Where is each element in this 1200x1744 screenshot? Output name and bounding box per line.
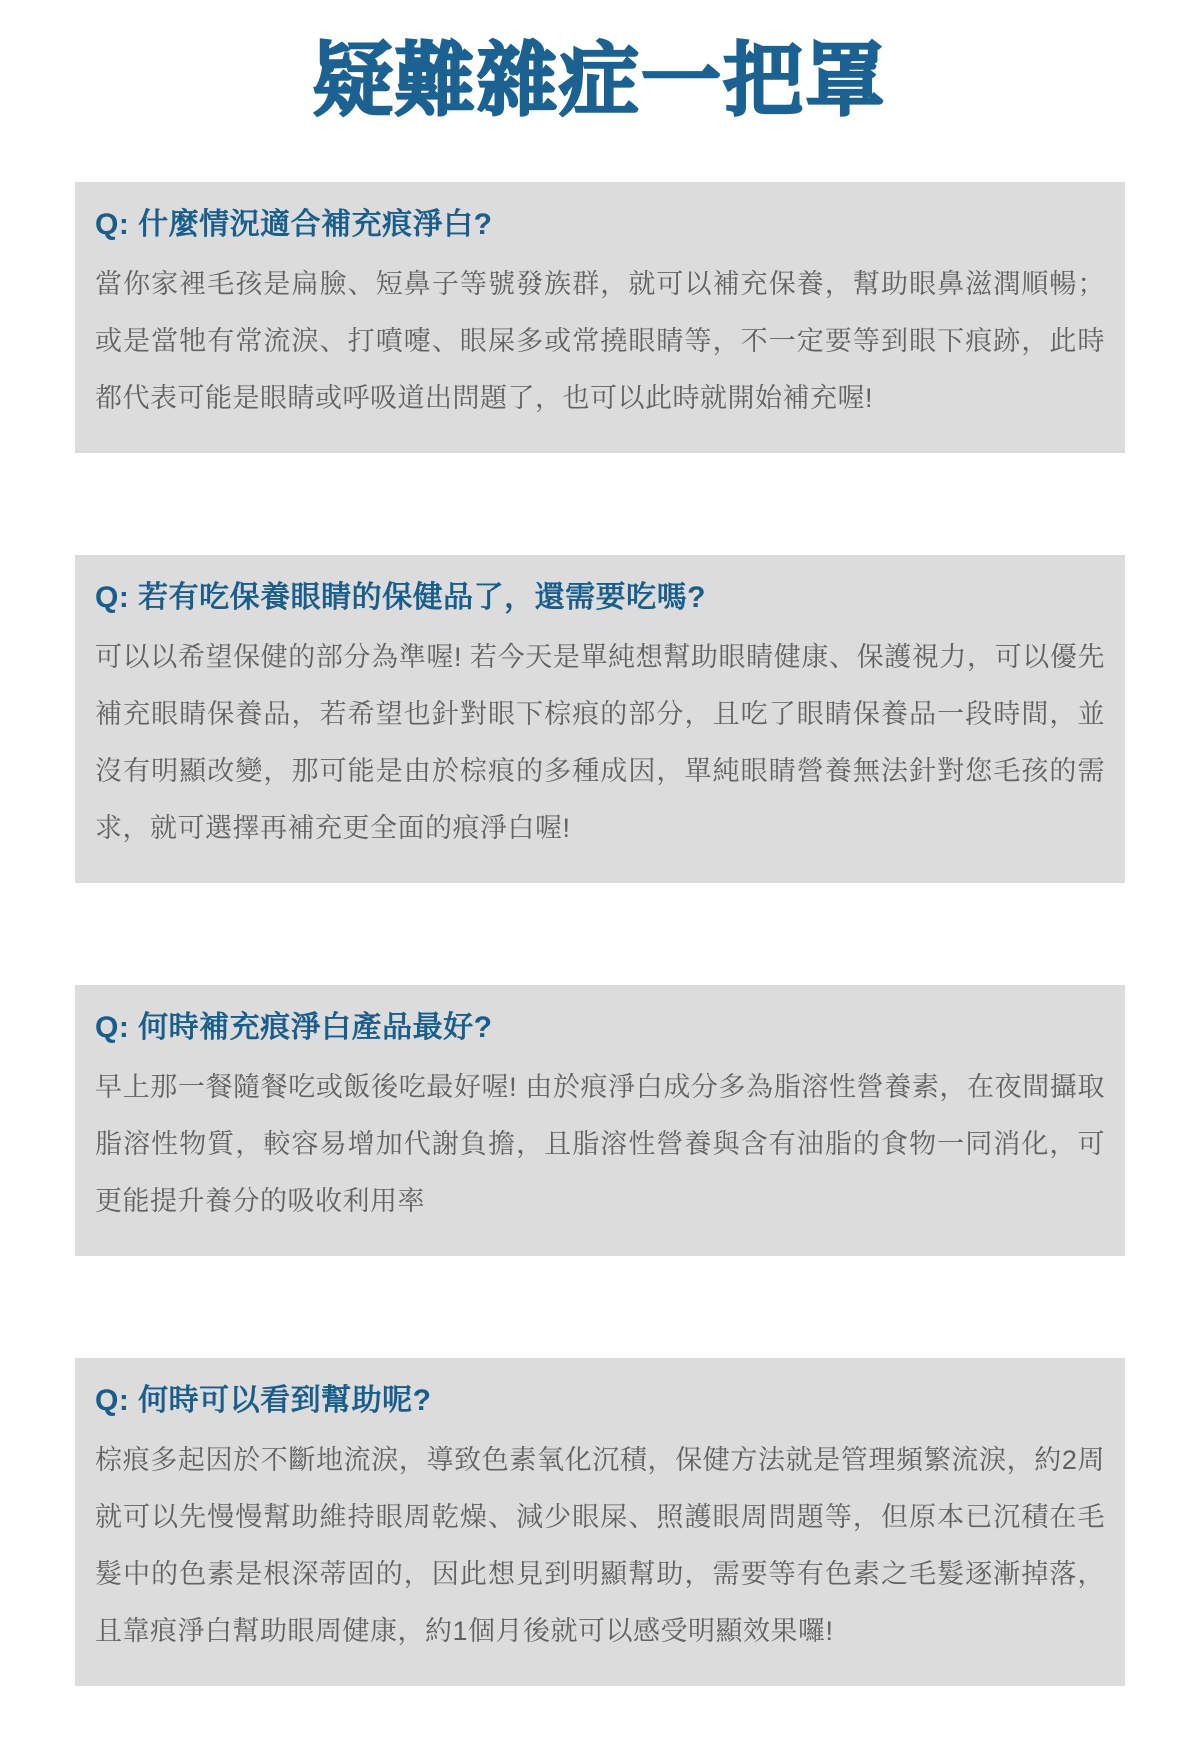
- faq-card: [75, 182, 1125, 453]
- faq-answer: 棕痕多起因於不斷地流淚，導致色素氧化沉積，保健方法就是管理頻繁流淚，約2周就可以先慢慢幫助維持眼周乾燥、減少眼屎、照護眼周問題等，但原本已沉積在毛髮中的色素是根深蒂固的，因此想見到明顯幫助，需要等有色素之毛髮逐漸掉落，且靠痕淨白幫助眼周健康，約1個月後就可以感受明顯效果囉!: [95, 1445, 1105, 1646]
- faq-answer: 當你家裡毛孩是扁臉、短鼻子等號發族群，就可以補充保養，幫助眼鼻滋潤順暢；或是當牠有常流淚、打噴嚏、眼屎多或常撓眼睛等，不一定要等到眼下痕跡，此時都代表可能是眼睛或呼吸道出問題了，也可以此時就開始補充喔!: [95, 269, 1105, 413]
- faq-question: Q: 何時可以看到幫助呢?: [95, 1384, 432, 1417]
- faq-card: [75, 985, 1125, 1256]
- faq-question: Q: 何時補充痕淨白產品最好?: [95, 1011, 493, 1044]
- faq-card: [75, 1358, 1125, 1686]
- faq-question: Q: 若有吃保養眼睛的保健品了，還需要吃嗎?: [95, 581, 706, 614]
- faq-card: [75, 555, 1125, 883]
- page-title: 疑難雜症一把罩: [313, 36, 887, 125]
- faq-answer: 早上那一餐隨餐吃或飯後吃最好喔! 由於痕淨白成分多為脂溶性營養素，在夜間攝取脂溶性物質，較容易增加代謝負擔，且脂溶性營養與含有油脂的食物一同消化，可更能提升養分的吸收利用率: [95, 1072, 1105, 1216]
- faq-answer: 可以以希望保健的部分為準喔! 若今天是單純想幫助眼睛健康、保護視力，可以優先補充眼睛保養品，若希望也針對眼下棕痕的部分，且吃了眼睛保養品一段時間，並沒有明顯改變，那可能是由於棕痕的多種成因，單純眼睛營養無法針對您毛孩的需求，就可選擇再補充更全面的痕淨白喔!: [95, 642, 1105, 843]
- faq-question: Q: 什麼情況適合補充痕淨白?: [95, 208, 493, 241]
